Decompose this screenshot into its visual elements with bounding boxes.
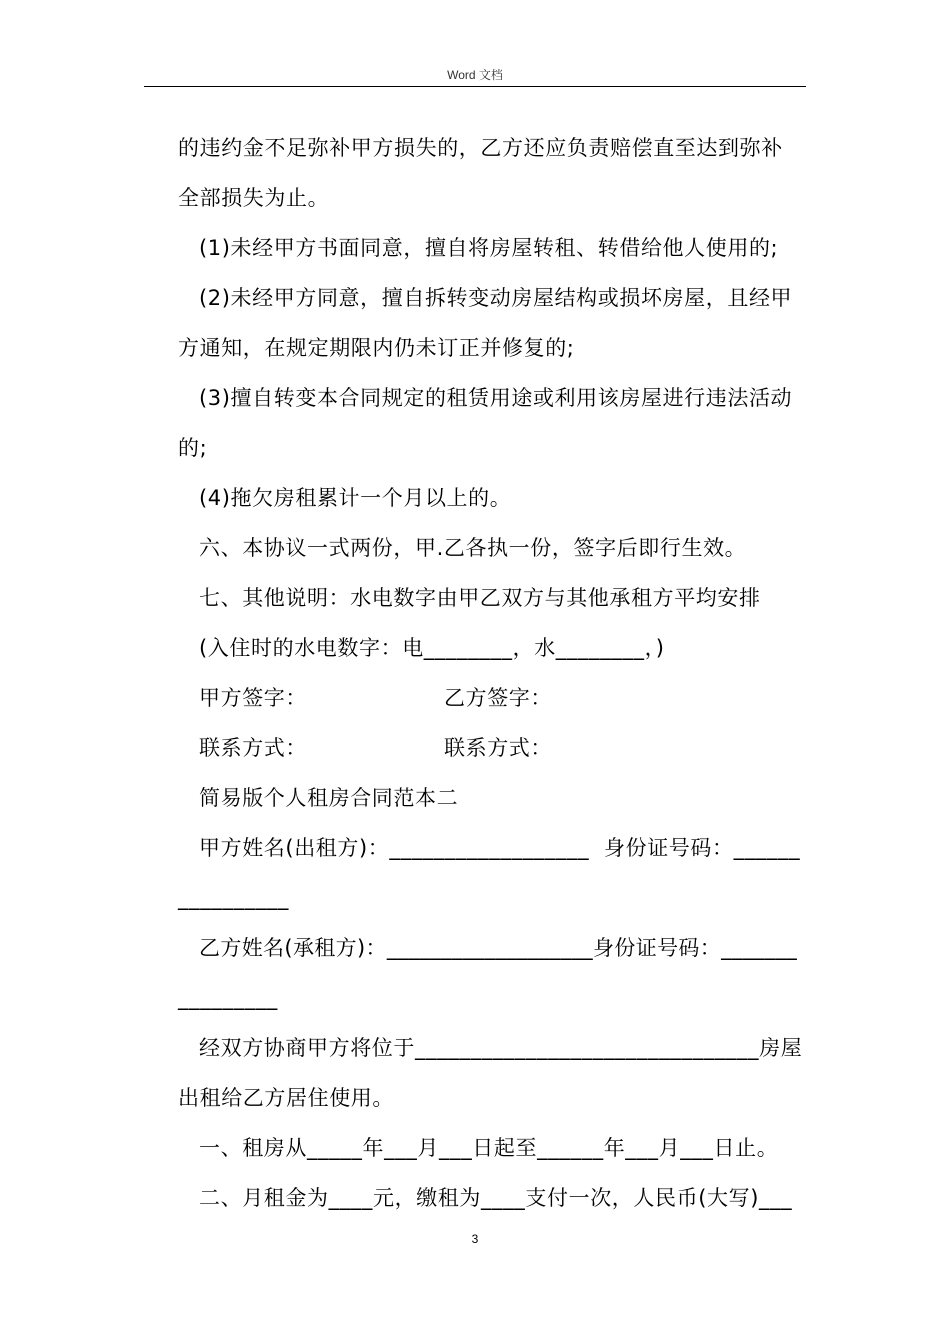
body-line: 六、本协议一式两份，甲.乙各执一份，签字后即行生效。: [199, 536, 747, 560]
body-line: 七、其他说明：水电数字由甲乙双方与其他承租方平均安排: [199, 586, 761, 610]
body-line: (入住时的水电数字：电________，水________，): [199, 636, 665, 660]
body-line: 一、租房从_____年___月___日起至______年___月___日止。: [199, 1136, 779, 1160]
body-line: 全部损失为止。: [178, 186, 330, 210]
body-line: (4)拖欠房租累计一个月以上的。: [199, 486, 512, 510]
body-line: 的违约金不足弥补甲方损失的，乙方还应负责赔偿直至达到弥补: [178, 136, 783, 160]
body-line: 的;: [178, 436, 208, 460]
section-title: 简易版个人租房合同范本二: [199, 786, 459, 810]
body-line: 甲方姓名(出租方)：__________________: [199, 836, 590, 860]
body-line: 身份证号码：______: [604, 836, 801, 860]
body-line: 经双方协商甲方将位于_______________________________房屋: [199, 1036, 803, 1060]
party-b-contact-label: 联系方式：: [444, 736, 552, 760]
body-line: _________: [178, 986, 278, 1010]
party-a-signature-label: 甲方签字：: [199, 686, 307, 710]
body-line: (3)擅自转变本合同规定的租赁用途或利用该房屋进行违法活动: [199, 386, 793, 410]
page-header: Word 文档: [447, 68, 503, 82]
body-line: (1)未经甲方书面同意，擅自将房屋转租、转借给他人使用的;: [199, 236, 779, 260]
party-b-signature-label: 乙方签字：: [444, 686, 552, 710]
body-line: (2)未经甲方同意，擅自拆转变动房屋结构或损坏房屋，且经甲: [199, 286, 793, 310]
body-line: 出租给乙方居住使用。: [178, 1086, 394, 1110]
party-a-contact-label: 联系方式：: [199, 736, 307, 760]
body-line: 乙方姓名(承租方)：___________________身份证号码：_______: [199, 936, 798, 960]
page-number: 3: [471, 1232, 479, 1246]
body-line: 方通知，在规定期限内仍未订正并修复的;: [178, 336, 575, 360]
body-line: 二、月租金为____元，缴租为____支付一次，人民币(大写)___: [199, 1186, 793, 1210]
body-line: __________: [178, 886, 289, 910]
